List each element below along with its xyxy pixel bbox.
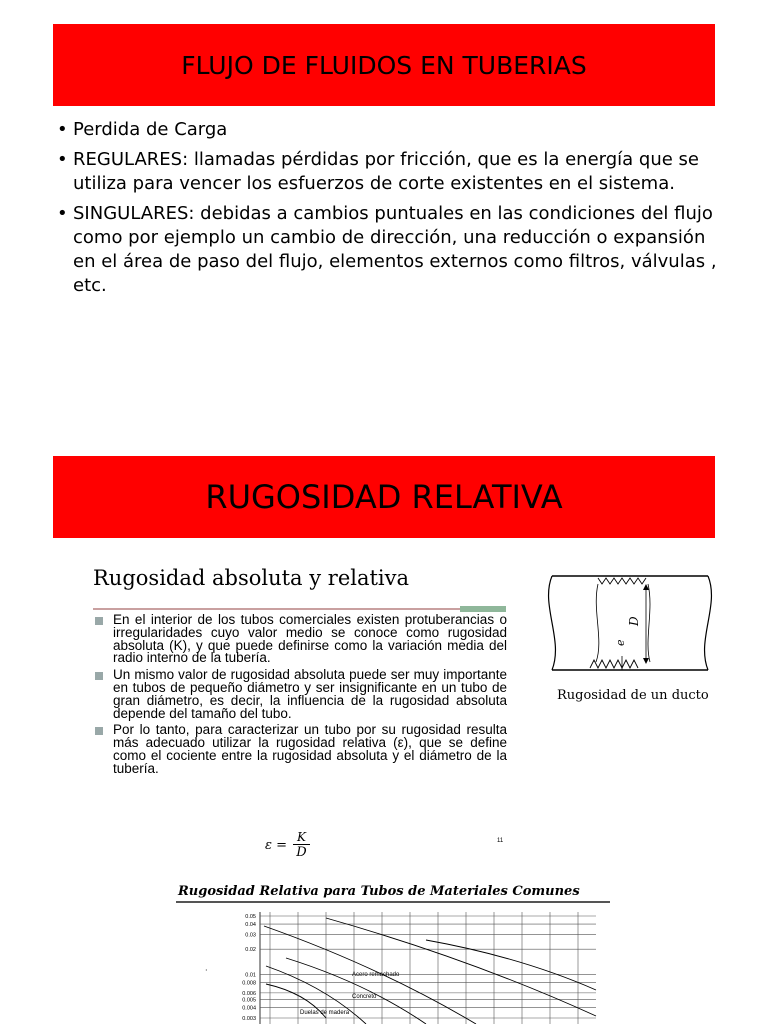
chart-curves	[264, 918, 596, 1024]
inner-right-boundary	[648, 584, 650, 662]
inner-left-boundary	[596, 584, 599, 662]
scan-bullet-item: En el interior de los tubos comerciales existen protuberancias o irregularidades cuyo valor medio se conoce como rugosidad absoluta (K), y que puede definirse como la variación media del radio interno de la tubería.	[93, 614, 507, 665]
formula-numerator: K	[293, 830, 310, 845]
stray-mark: ·	[205, 966, 208, 975]
chart-title: Rugosidad Relativa para Tubos de Materiales Comunes	[178, 884, 580, 899]
y-tick-label: 0.01	[245, 972, 256, 979]
diameter-label: D	[627, 616, 641, 626]
title-banner-rugosidad	[53, 456, 715, 538]
page-number: 11	[497, 838, 504, 844]
y-tick-label: 0.04	[245, 922, 256, 929]
roughness-chart	[176, 900, 610, 1024]
formula-fraction	[293, 830, 310, 860]
scan-bullet-list	[93, 614, 507, 780]
bullet-item: • Perdida de Carga	[57, 118, 717, 142]
bullet-list	[57, 118, 717, 304]
y-tick-label: 0.004	[242, 1005, 256, 1012]
bullet-item: • REGULARES: llamadas pérdidas por fricción, que es la energía que se utiliza para vencer los esfuerzos de corte existentes en el sistema.	[57, 148, 717, 196]
y-tick-label: 0.005	[242, 997, 256, 1004]
roughness-label: e	[614, 639, 627, 646]
formula-denominator: D	[296, 845, 307, 860]
duct-diagram	[540, 570, 720, 682]
scan-bullet-item: Por lo tanto, para caracterizar un tubo por su rugosidad resulta más adecuado utilizar la rugosidad relativa (ε), que se define como el cociente entre la rugosidad absoluta y el diámetro de la tubería.	[93, 724, 507, 775]
divider	[93, 608, 506, 610]
duct-right-end	[705, 576, 712, 670]
y-tick-label: 0.006	[242, 990, 256, 997]
duct-left-end	[549, 576, 556, 670]
chart-grid	[260, 912, 596, 1024]
y-tick-label: 0.008	[242, 980, 256, 987]
y-tick-label: 0.05	[245, 914, 256, 920]
scan-bullet-item: Un mismo valor de rugosidad absoluta puede ser muy importante en tubos de pequeño diámetro y ser insignificante en un tubo de gran diámetro, es decir, la influencia de la rugosidad absoluta depende del tamaño del tubo.	[93, 669, 507, 720]
relative-roughness-formula	[265, 830, 310, 860]
curve-annotation: Acero remachado	[352, 972, 400, 978]
chart-y-axis	[242, 914, 256, 1022]
formula-lhs: ε =	[265, 837, 288, 853]
scan-title: Rugosidad absoluta y relativa	[93, 566, 410, 590]
section-title: FLUJO DE FLUIDOS EN TUBERIAS	[181, 50, 587, 80]
roughness-bottom	[590, 660, 638, 668]
y-tick-label: 0.02	[245, 947, 256, 954]
y-tick-label: 0.003	[242, 1016, 256, 1022]
bullet-item: • SINGULARES: debidas a cambios puntuales en las condiciones del flujo como por ejemplo un cambio de dirección, una reducción o expansión en el área de paso del flujo, elementos externos como filtros, válvulas , etc.	[57, 202, 717, 298]
duct-caption: Rugosidad de un ducto	[557, 688, 709, 703]
chart-annotations	[300, 972, 400, 1016]
roughness-top	[598, 578, 646, 584]
title-banner-flujo	[53, 24, 715, 106]
y-tick-label: 0.03	[245, 932, 256, 939]
curve-annotation: Concreto	[352, 994, 377, 1000]
section-title: RUGOSIDAD RELATIVA	[205, 478, 563, 516]
arrow-down	[643, 658, 649, 664]
curve-annotation: Duelas de madera	[300, 1010, 350, 1016]
